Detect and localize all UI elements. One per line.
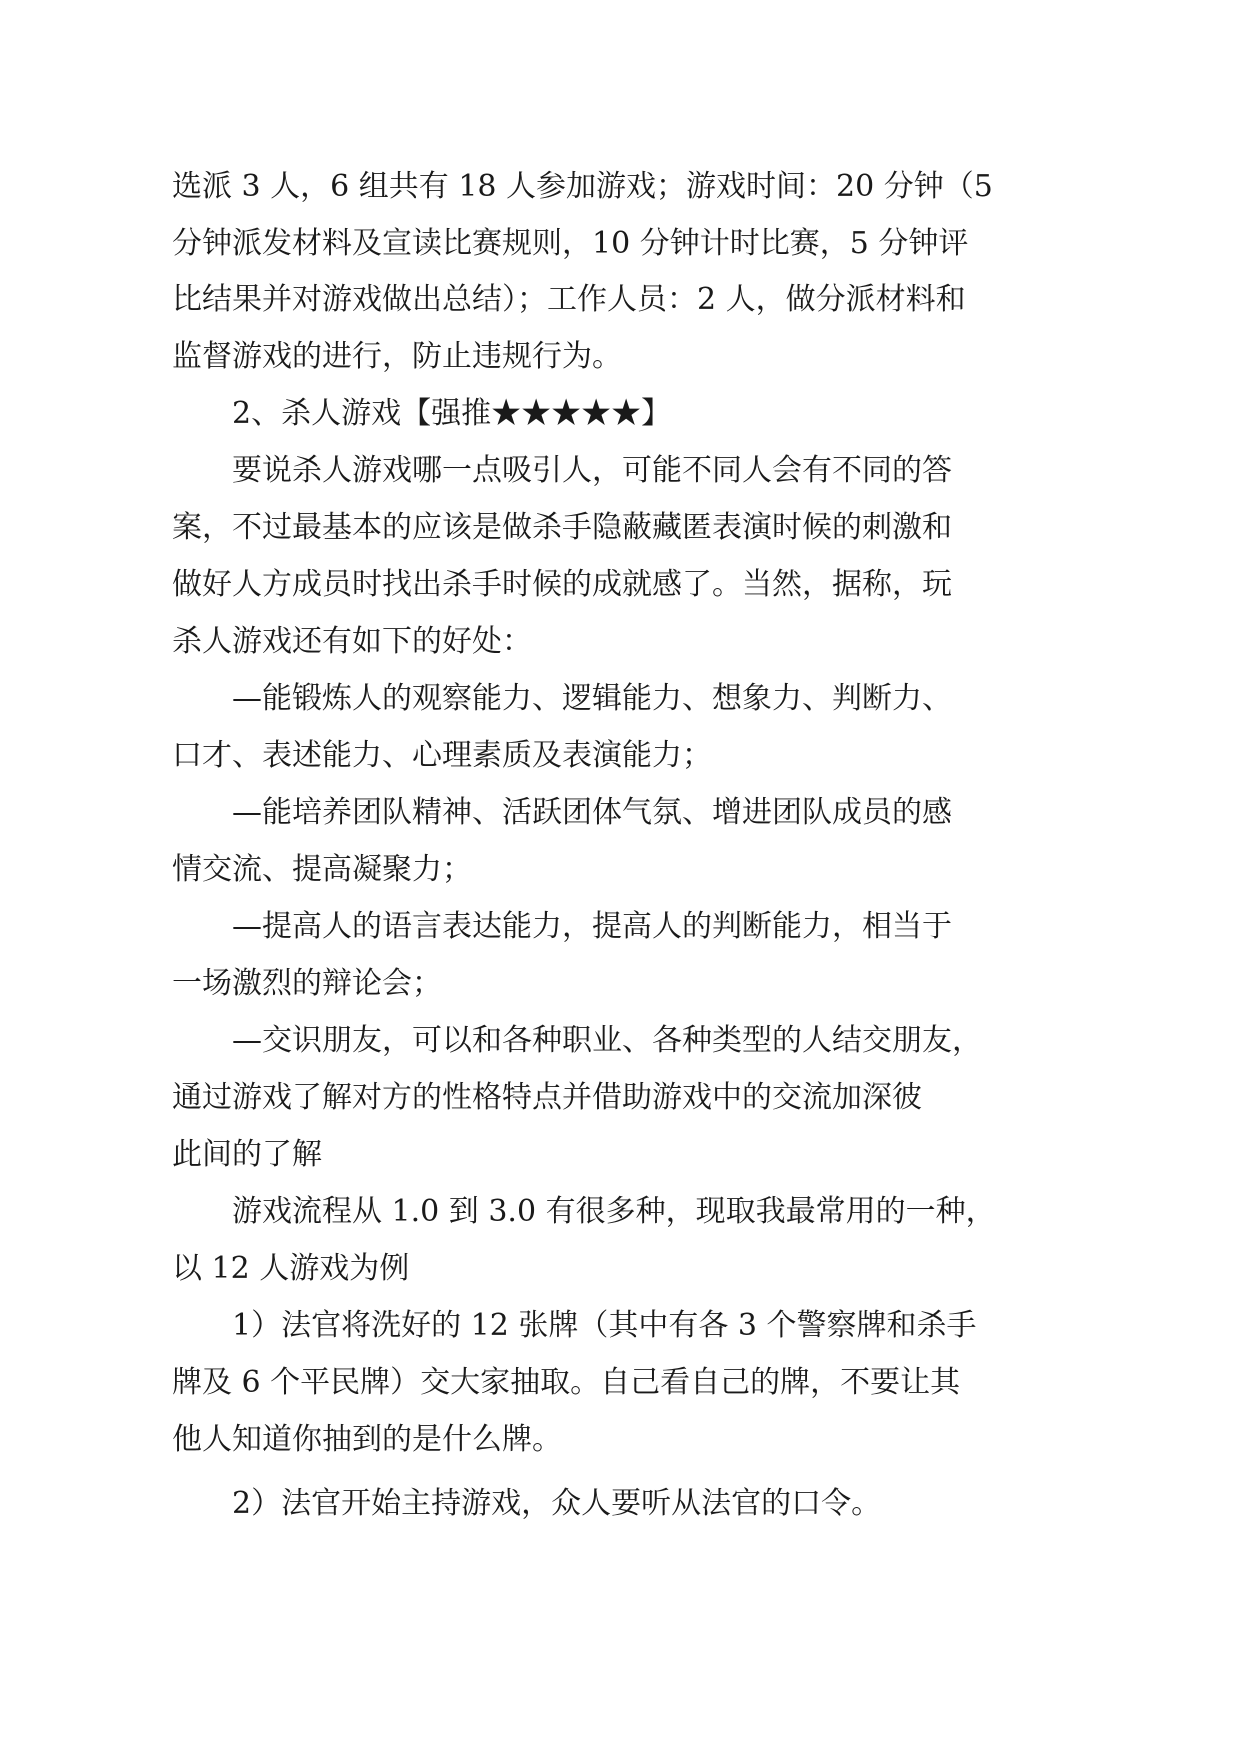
text-line: 2）法官开始主持游戏，众人要听从法官的口令。 xyxy=(232,1486,882,1521)
text-line: 他人知道你抽到的是什么牌。 xyxy=(172,1422,562,1457)
text-line: 1）法官将洗好的 12 张牌（其中有各 3 个警察牌和杀手 xyxy=(232,1308,977,1343)
bullet-line: —能锻炼人的观察能力、逻辑能力、想象力、判断力、 xyxy=(232,681,952,716)
bullet-line: —提高人的语言表达能力，提高人的判断能力，相当于 xyxy=(232,909,952,944)
text-line: 杀人游戏还有如下的好处： xyxy=(172,624,532,659)
text-line: 一场激烈的辩论会； xyxy=(172,966,442,1001)
text-line: 案，不过最基本的应该是做杀手隐蔽藏匿表演时候的刺激和 xyxy=(172,510,952,545)
bullet-line: —交识朋友，可以和各种职业、各种类型的人结交朋友， xyxy=(232,1023,982,1058)
text-line: 监督游戏的进行，防止违规行为。 xyxy=(172,339,622,374)
text-line: 此间的了解 xyxy=(172,1137,322,1172)
section-heading: 2、杀人游戏【强推★★★★★】 xyxy=(232,396,672,431)
text-line: 通过游戏了解对方的性格特点并借助游戏中的交流加深彼 xyxy=(172,1080,922,1115)
bullet-line: —能培养团队精神、活跃团体气氛、增进团队成员的感 xyxy=(232,795,952,830)
text-line: 游戏流程从 1.0 到 3.0 有很多种，现取我最常用的一种， xyxy=(232,1194,996,1229)
text-line: 做好人方成员时找出杀手时候的成就感了。当然，据称，玩 xyxy=(172,567,952,602)
text-line: 分钟派发材料及宣读比赛规则，10 分钟计时比赛，5 分钟评 xyxy=(172,226,969,261)
text-line: 情交流、提高凝聚力； xyxy=(172,852,472,887)
text-line: 以 12 人游戏为例 xyxy=(172,1251,410,1286)
text-line: 要说杀人游戏哪一点吸引人，可能不同人会有不同的答 xyxy=(232,453,952,488)
text-line: 选派 3 人，6 组共有 18 人参加游戏；游戏时间：20 分钟（5 xyxy=(172,169,993,204)
text-line: 口才、表述能力、心理素质及表演能力； xyxy=(172,738,712,773)
text-line: 比结果并对游戏做出总结）；工作人员：2 人，做分派材料和 xyxy=(172,282,966,317)
text-line: 牌及 6 个平民牌）交大家抽取。自己看自己的牌，不要让其 xyxy=(172,1365,961,1400)
